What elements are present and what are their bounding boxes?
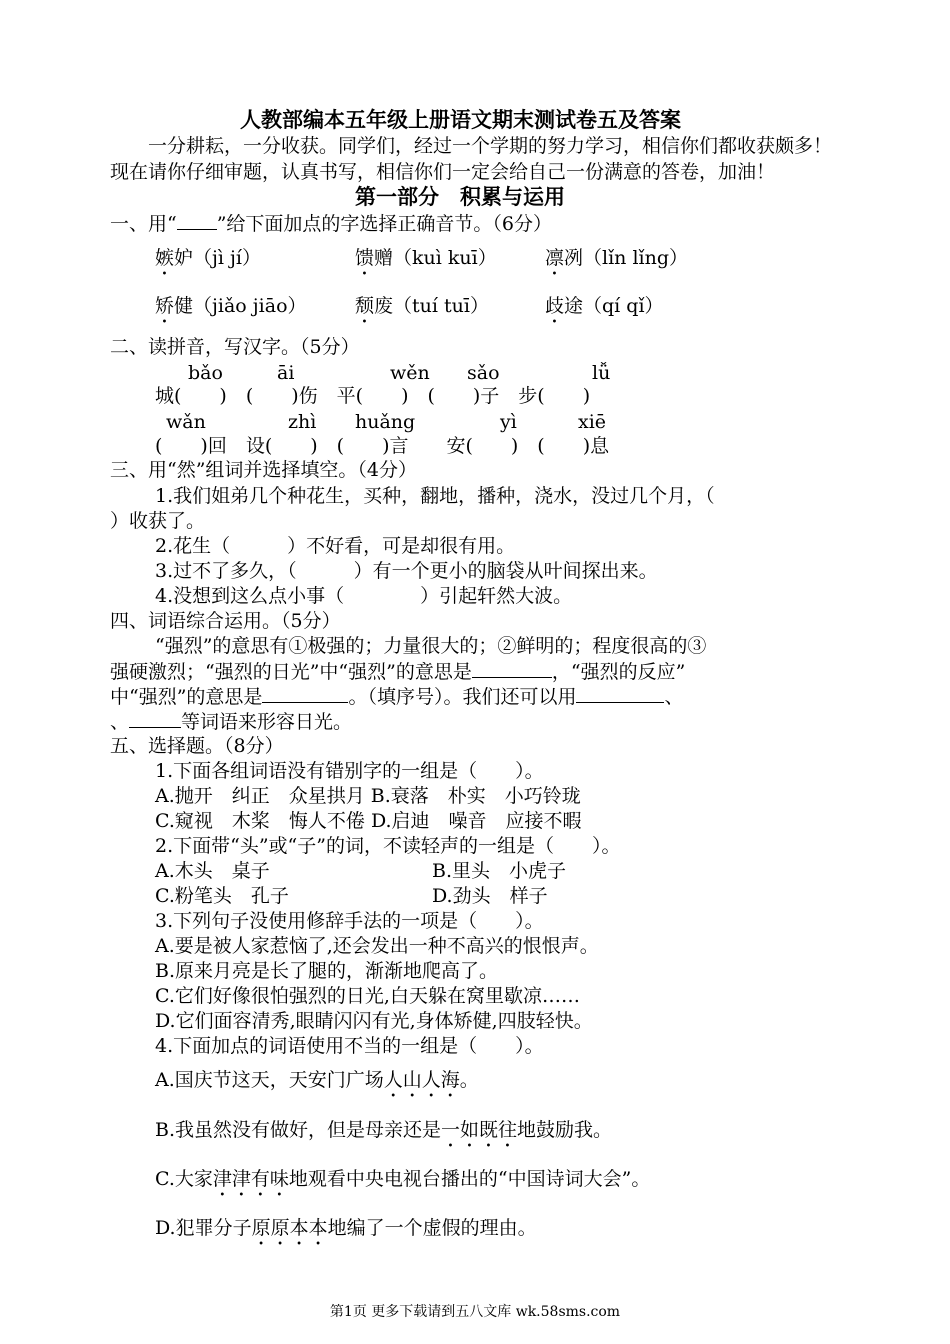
q2-pinyin-9: yì — [500, 411, 517, 433]
q5-option-d: D.犯罪分子原原本本地编了一个虚假的理由。 — [155, 1217, 537, 1239]
q3-line-1: 1.我们姐弟几个种花生，买种，翻地，播种，浇水，没过几个月，（ — [155, 485, 715, 507]
q5-line-10: C.它们好像很怕强烈的日光,白天躲在窝里歇凉…… — [155, 985, 580, 1007]
q2-pinyin-3: wěn — [390, 362, 430, 384]
q5-option-a: A.国庆节这天，天安门广场人山人海。 — [155, 1069, 479, 1091]
q4-line-2: 强硬激烈；“强烈的日光”中“强烈”的意思是 ，“强烈的反应” — [110, 661, 686, 683]
q4-heading: 四、词语综合运用。（5分） — [110, 610, 341, 632]
intro-line-1: 一分耕耘，一分收获。同学们，经过一个学期的努力学习，相信你们都收获颇多！ — [148, 135, 833, 157]
q1-item-3: 凛冽（lǐn lǐng） — [545, 247, 688, 269]
q2-pinyin-5: lǚ — [592, 362, 611, 384]
q5-line-6b: D.劲头 样子 — [432, 885, 548, 907]
q2-pinyin-7: zhì — [288, 411, 317, 433]
q2-pinyin-8: huǎng — [355, 411, 416, 433]
q5-line-6a: C.粉笔头 孔子 — [155, 885, 289, 907]
q4-line-4: 、 等词语来形容日光。 — [110, 711, 353, 733]
q2-heading: 二、读拼音，写汉字。（5分） — [110, 336, 360, 358]
q4-blank-3 — [576, 684, 664, 703]
q1-item-2: 馈赠（kuì kuī） — [355, 247, 497, 269]
q3-line-3: 2.花生（ ）不好看，可是却很有用。 — [155, 535, 516, 557]
part1-title: 第一部分 积累与运用 — [355, 184, 565, 209]
q5-line-5a: A.木头 桌子 — [155, 860, 270, 882]
page-footer: 第1页 更多下载请到五八文库 wk.58sms.com — [329, 1304, 621, 1320]
intro-line-2: 现在请你仔细审题，认真书写，相信你们一定会给自己一份满意的答卷，加油！ — [110, 161, 776, 183]
q4-line-1: “强烈”的意思有①极强的；力量很大的；②鲜明的；程度很高的③ — [155, 635, 707, 657]
page-title: 人教部编本五年级上册语文期末测试卷五及答案 — [240, 107, 681, 132]
q5-option-b: B.我虽然没有做好，但是母亲还是一如既往地鼓励我。 — [155, 1119, 613, 1141]
q3-line-2: ）收获了。 — [110, 510, 206, 532]
q1-item-4: 矫健（jiǎo jiāo） — [155, 295, 307, 317]
q1-item-6: 歧途（qí qǐ） — [545, 295, 664, 317]
q3-line-4: 3.过不了多久，（ ）有一个更小的脑袋从叶间探出来。 — [155, 560, 658, 582]
q5-line-2: A.抛开 纠正 众星拱月 B.衰落 朴实 小巧铃珑 — [155, 785, 581, 807]
q2-chars-row-1: 城( ) ( )伤 平( ) ( )子 步( ) — [155, 385, 591, 407]
q4-blank-1 — [472, 659, 552, 678]
q5-line-9: B.原来月亮是长了腿的，渐渐地爬高了。 — [155, 960, 499, 982]
q5-line-12: 4.下面加点的词语使用不当的一组是（ ）。 — [155, 1035, 544, 1057]
q5-line-1: 1.下面各组词语没有错别字的一组是（ ）。 — [155, 760, 544, 782]
q4-blank-4 — [129, 709, 181, 728]
q1-item-1: 嫉妒（jì jí） — [155, 247, 261, 269]
q1-heading: 一、用“ ”给下面加点的字选择正确音节。（6分） — [110, 213, 553, 235]
q3-line-5: 4.没想到这么点小事（ ）引起轩然大波。 — [155, 585, 573, 607]
q4-line-3: 中“强烈”的意思是 。（填序号）。我们还可以用 、 — [110, 686, 684, 708]
q5-line-3: C.窥视 木桨 悔人不倦 D.启迪 噪音 应接不暇 — [155, 810, 582, 832]
q3-heading: 三、用“然”组词并选择填空。（4分） — [110, 459, 418, 481]
q5-line-4: 2.下面带“头”或“子”的词，不读轻声的一组是（ ）。 — [155, 835, 621, 857]
q4-blank-2 — [262, 684, 348, 703]
q5-line-7: 3.下列句子没使用修辞手法的一项是（ ）。 — [155, 910, 544, 932]
q2-pinyin-2: āi — [277, 362, 295, 384]
q1-item-5: 颓废（tuí tuī） — [355, 295, 489, 317]
q5-option-c: C.大家津津有味地观看中央电视台播出的“中国诗词大会”。 — [155, 1168, 651, 1190]
q2-pinyin-4: sǎo — [467, 362, 500, 384]
q2-pinyin-10: xiē — [578, 411, 607, 433]
q5-line-5b: B.里头 小虎子 — [432, 860, 567, 882]
q5-line-11: D.它们面容清秀,眼睛闪闪有光,身体矫健,四肢轻快。 — [155, 1010, 593, 1032]
q5-line-8: A.要是被人家惹恼了,还会发出一种不高兴的恨恨声。 — [155, 935, 599, 957]
q2-pinyin-6: wǎn — [166, 411, 206, 433]
q1-blank — [177, 211, 217, 230]
q5-heading: 五、选择题。（8分） — [110, 735, 284, 757]
q2-pinyin-1: bǎo — [188, 362, 223, 384]
q2-chars-row-2: ( )回 设( ) ( )言 安( ) ( )息 — [155, 435, 610, 457]
